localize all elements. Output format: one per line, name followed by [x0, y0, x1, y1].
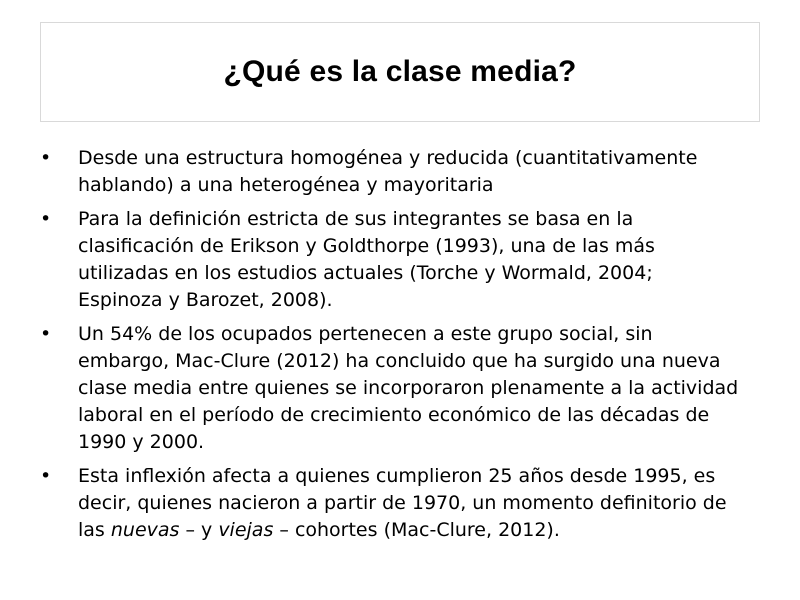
bullet-text: Un 54% de los ocupados pertenecen a este grupo social, sin embargo, Mac-Clure (2012) ha concluido que ha surgido una nueva clase media entre quienes se incorporaron plenamente a la actividad laboral en el período de crecimiento económico de las décadas de 1990 y 2000.	[78, 323, 739, 453]
bullet-icon: •	[40, 208, 52, 230]
bullet-list	[40, 145, 740, 544]
bullet-icon: •	[40, 465, 52, 487]
bullet-item	[40, 206, 740, 314]
bullet-text-part: Esta inflexión afecta a quienes cumplieron 25 años desde 1995, es decir, quienes nacieron a partir de 1970, un momento definitorio de las	[78, 465, 727, 541]
bullet-text: Desde una estructura homogénea y reducida (cuantitativamente hablando) a una heterogénea y mayoritaria	[78, 147, 698, 196]
emphasis-nuevas: nuevas	[110, 519, 180, 541]
bullet-icon: •	[40, 323, 52, 345]
bullet-text-part: – cohortes (Mac-Clure, 2012).	[273, 519, 560, 541]
bullet-text	[78, 465, 727, 541]
emphasis-viejas: viejas	[218, 519, 274, 541]
bullet-text: Para la definición estricta de sus integrantes se basa en la clasificación de Erikson y Goldthorpe (1993), una de las más utilizadas en los estudios actuales (Torche y Wormald, 2004; Espinoza y Barozet, 2008).	[78, 208, 655, 311]
bullet-item	[40, 145, 740, 199]
bullet-item	[40, 463, 740, 544]
slide-content	[40, 145, 740, 551]
bullet-text-part: – y	[179, 519, 219, 541]
title-box	[40, 22, 760, 122]
bullet-icon: •	[40, 147, 52, 169]
slide-title: ¿Qué es la clase media?	[223, 55, 577, 88]
bullet-item	[40, 321, 740, 456]
